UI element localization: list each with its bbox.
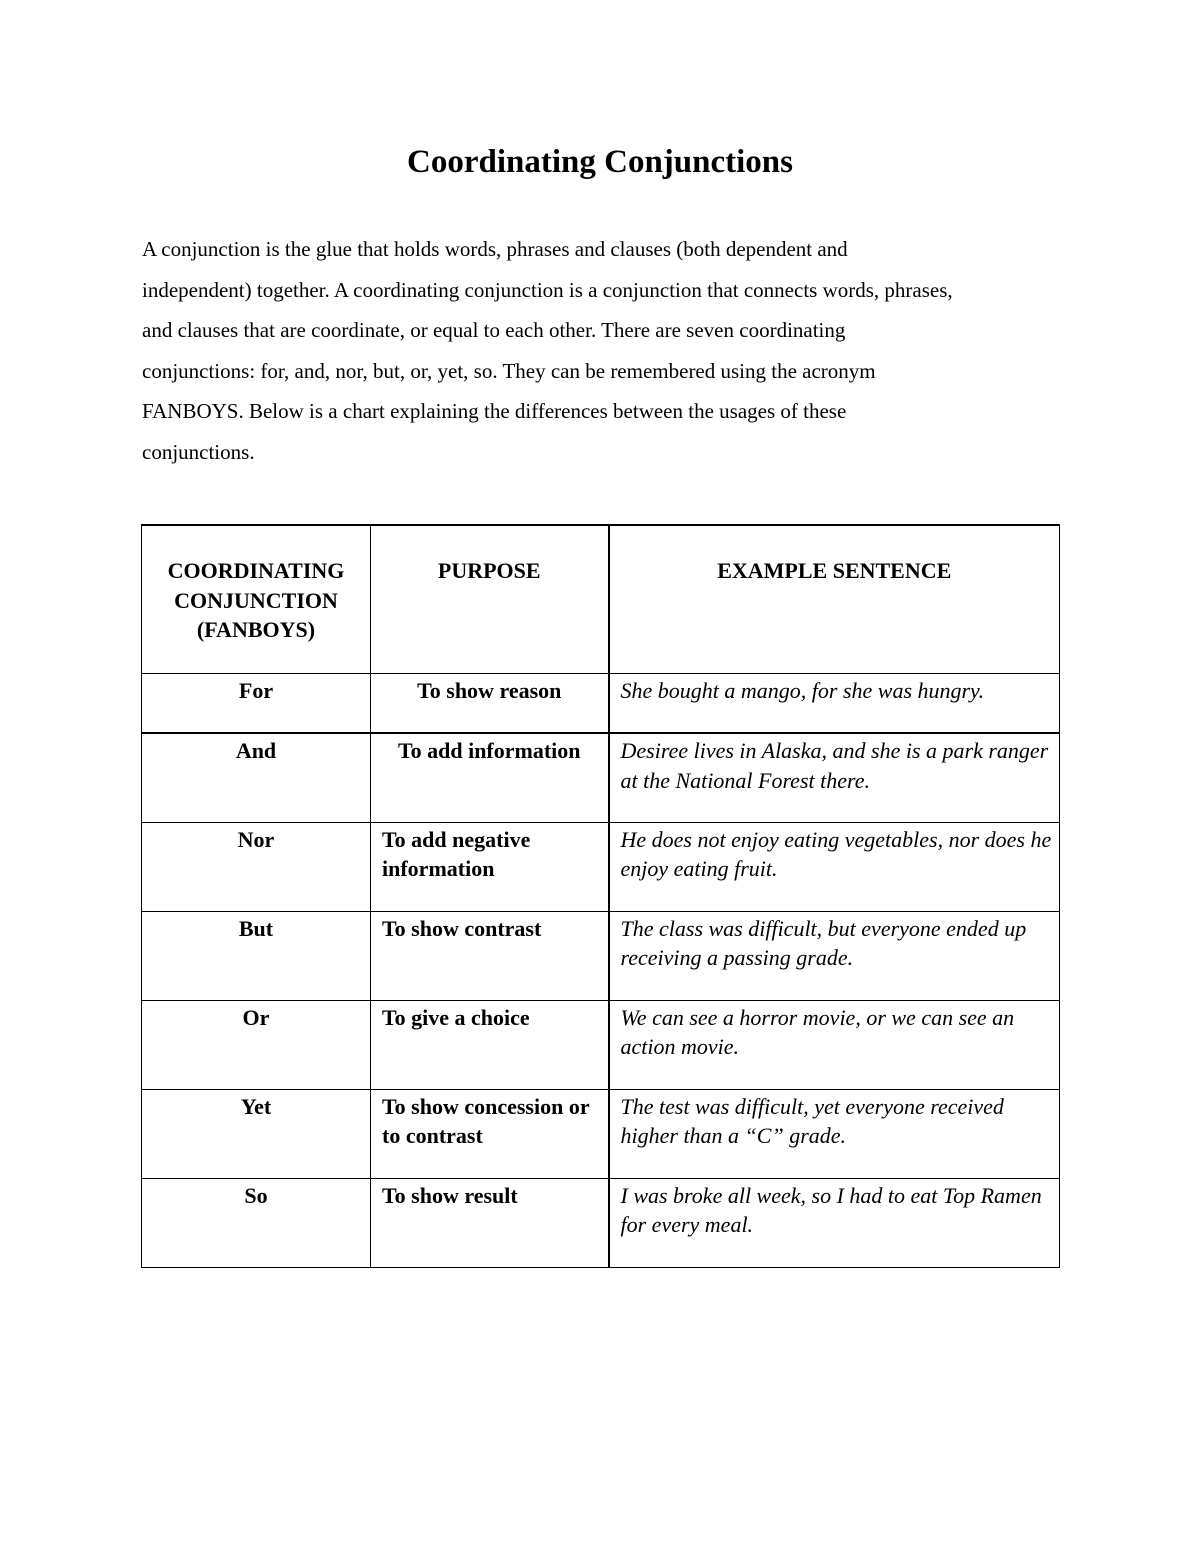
example-cell: We can see a horror movie, or we can see an action movie. — [609, 1000, 1060, 1089]
purpose-cell: To show reason — [371, 673, 609, 733]
conjunction-cell: But — [142, 911, 371, 1000]
example-cell: I was broke all week, so I had to eat Top Ramen for every meal. — [609, 1178, 1060, 1267]
conjunctions-table — [141, 524, 1060, 1268]
conjunction-cell: For — [142, 673, 371, 733]
header-purpose: PURPOSE — [371, 525, 609, 673]
table-row — [142, 733, 1060, 822]
intro-line: A conjunction is the glue that holds words, phrases and clauses (both dependent and — [142, 237, 848, 261]
intro-line: FANBOYS. Below is a chart explaining the differences between the usages of these — [142, 399, 847, 424]
intro-line: and clauses that are coordinate, or equal to each other. There are seven coordinating — [142, 318, 846, 343]
purpose-cell: To give a choice — [371, 1000, 609, 1089]
intro-line: independent) together. A coordinating conjunction is a conjunction that connects words, phrases, — [142, 277, 953, 302]
table-row — [142, 1000, 1060, 1089]
table-row — [142, 1178, 1060, 1267]
conjunction-cell: Or — [142, 1000, 371, 1089]
example-cell: The class was difficult, but everyone ended up receiving a passing grade. — [609, 911, 1060, 1000]
table-row — [142, 673, 1060, 733]
header-example: EXAMPLE SENTENCE — [609, 525, 1060, 673]
intro-line: conjunctions: for, and, nor, but, or, yet, so. They can be remembered using the acronym — [142, 358, 876, 383]
table-row — [142, 822, 1060, 911]
conjunction-cell: Nor — [142, 822, 371, 911]
conjunction-cell: Yet — [142, 1089, 371, 1178]
conjunction-cell: And — [142, 733, 371, 822]
example-cell: The test was difficult, yet everyone received higher than a “C” grade. — [609, 1089, 1060, 1178]
purpose-cell: To add information — [371, 733, 609, 822]
table-row — [142, 1089, 1060, 1178]
conjunction-cell: So — [142, 1178, 371, 1267]
purpose-cell: To add negative information — [371, 822, 609, 911]
example-cell: She bought a mango, for she was hungry. — [609, 673, 1060, 733]
intro-paragraph — [142, 229, 1062, 473]
example-cell: He does not enjoy eating vegetables, nor does he enjoy eating fruit. — [609, 822, 1060, 911]
table-row — [142, 911, 1060, 1000]
page-title: Coordinating Conjunctions — [407, 144, 793, 180]
header-conjunction: COORDINATING CONJUNCTION (FANBOYS) — [142, 525, 371, 673]
purpose-cell: To show concession or to contrast — [371, 1089, 609, 1178]
table-header-row — [142, 525, 1060, 673]
purpose-cell: To show contrast — [371, 911, 609, 1000]
purpose-cell: To show result — [371, 1178, 609, 1267]
intro-line: conjunctions. — [142, 439, 255, 464]
example-cell: Desiree lives in Alaska, and she is a park ranger at the National Forest there. — [609, 733, 1060, 822]
